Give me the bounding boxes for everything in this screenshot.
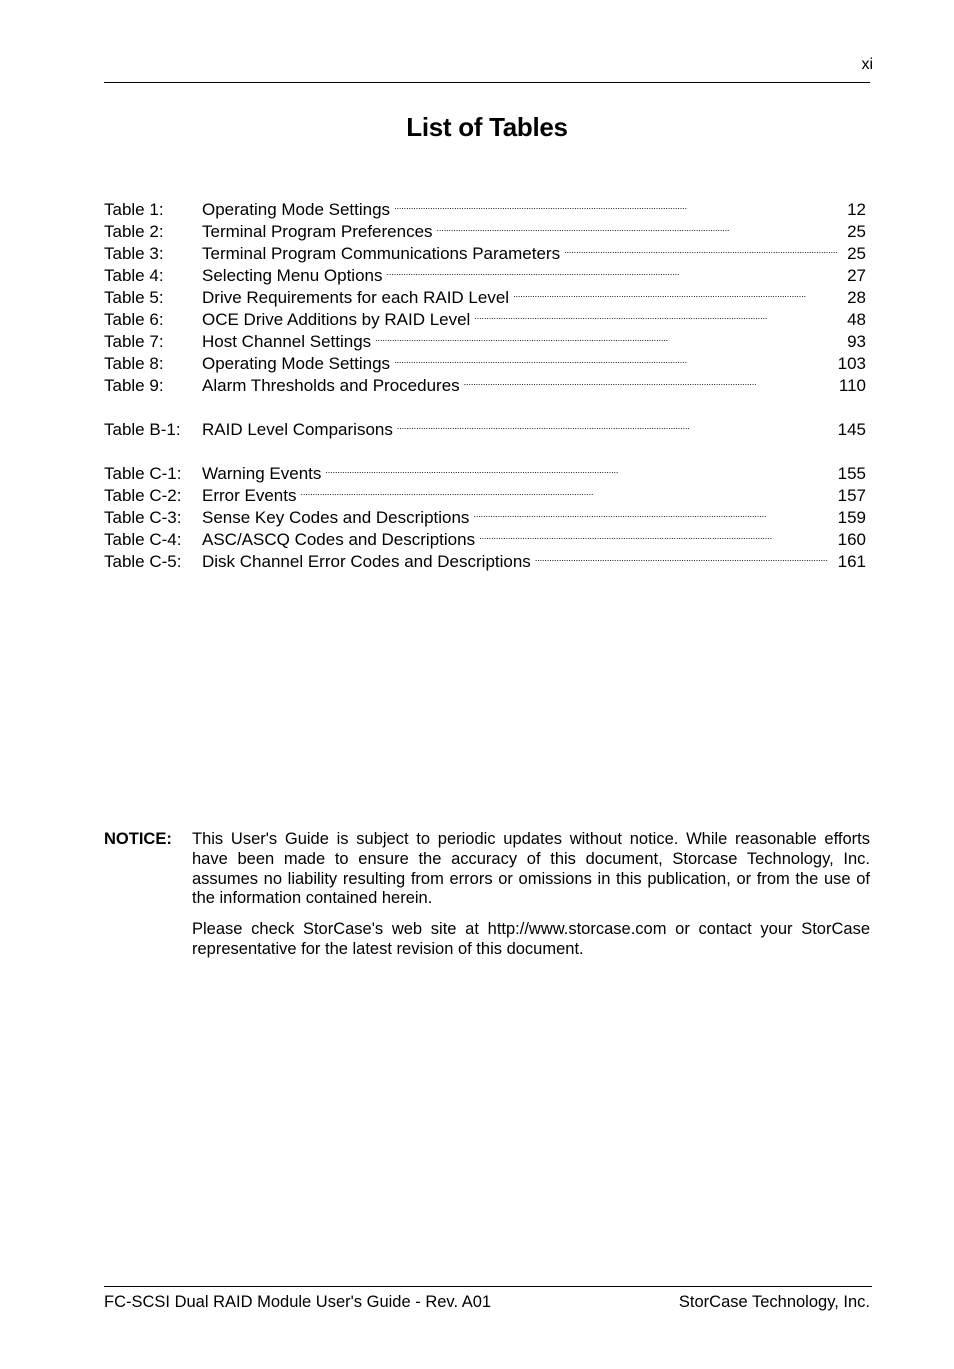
- toc-group-appendix-b: [104, 413, 866, 439]
- dot-leader: [479, 523, 832, 545]
- header-rule: [104, 82, 870, 83]
- dot-leader: [325, 457, 831, 479]
- dot-leader: [387, 259, 839, 281]
- toc-entry-label: Table 9:: [104, 376, 164, 395]
- toc-entry-title: Terminal Program Preferences: [202, 222, 433, 241]
- toc-entry-page: 157: [837, 486, 866, 505]
- toc-group-main: [104, 193, 866, 395]
- toc-entry-page: 159: [837, 508, 866, 527]
- toc-entry-page: 110: [838, 376, 866, 395]
- toc-entry-label: Table 1:: [104, 200, 164, 219]
- toc-entry-label: Table 6:: [104, 310, 164, 329]
- toc-entry-title: Operating Mode Settings: [202, 354, 391, 373]
- toc-entry-label: Table C-3:: [104, 508, 182, 527]
- toc-entry[interactable]: [104, 193, 866, 219]
- dot-leader: [397, 413, 832, 435]
- dot-leader: [513, 281, 838, 303]
- table-of-tables: [104, 193, 866, 589]
- toc-entry-label: Table 2:: [104, 222, 164, 241]
- page-footer: [104, 1293, 870, 1312]
- toc-entry-title: Alarm Thresholds and Procedures: [202, 376, 460, 395]
- toc-entry-label: Table C-1:: [104, 464, 182, 483]
- dot-leader: [437, 215, 838, 237]
- toc-entry-page: 161: [837, 552, 866, 571]
- toc-entry-page: 103: [837, 354, 866, 373]
- toc-entry-label: Table 8:: [104, 354, 164, 373]
- notice-block: [104, 830, 870, 971]
- toc-entry-page: 145: [837, 420, 866, 439]
- toc-entry-label: Table 5:: [104, 288, 164, 307]
- toc-entry-title: Operating Mode Settings: [202, 200, 391, 219]
- toc-entry-page: 25: [847, 222, 866, 241]
- dot-leader: [300, 479, 831, 501]
- toc-entry-label: Table C-4:: [104, 530, 182, 549]
- toc-entry-title: Disk Channel Error Codes and Descriptions: [202, 552, 531, 571]
- toc-entry-label: Table 3:: [104, 244, 164, 263]
- dot-leader: [464, 369, 833, 391]
- dot-leader: [474, 303, 838, 325]
- page-title: List of Tables: [406, 112, 568, 142]
- toc-entry-page: 155: [837, 464, 866, 483]
- footer-document-title: FC-SCSI Dual RAID Module User's Guide - Rev. A01: [104, 1293, 492, 1311]
- toc-entry-title: Host Channel Settings: [202, 332, 372, 351]
- dot-leader: [375, 325, 838, 347]
- toc-entry-label: Table 7:: [104, 332, 164, 351]
- toc-entry-label: Table C-5:: [104, 552, 182, 571]
- notice-label: NOTICE:: [104, 830, 172, 848]
- toc-entry[interactable]: [104, 457, 866, 483]
- footer-company: StorCase Technology, Inc.: [678, 1293, 870, 1311]
- toc-entry-title: RAID Level Comparisons: [202, 420, 393, 439]
- toc-entry-label: Table B-1:: [104, 420, 181, 439]
- toc-entry-title: OCE Drive Additions by RAID Level: [202, 310, 471, 329]
- toc-group-appendix-c: [104, 457, 866, 571]
- toc-entry-title: Error Events: [202, 486, 297, 505]
- toc-entry-label: Table C-2:: [104, 486, 182, 505]
- toc-entry[interactable]: [104, 413, 866, 439]
- notice-body: [192, 830, 870, 971]
- footer-rule: [104, 1286, 872, 1287]
- toc-entry-label: Table 4:: [104, 266, 164, 285]
- toc-entry-title: Selecting Menu Options: [202, 266, 383, 285]
- dot-leader: [564, 237, 838, 259]
- dot-leader: [394, 193, 838, 215]
- toc-entry-title: Terminal Program Communications Parameters: [202, 244, 561, 263]
- toc-entry-page: 160: [837, 530, 866, 549]
- notice-paragraph: This User's Guide is subject to periodic updates without notice. While reasonable efforts have been made to ensure the accuracy of this document, Storcase Technology, Inc. assumes no liability resulting from errors or omissions in this publication, or from the use of the information contained herein.: [192, 830, 870, 908]
- dot-leader: [473, 501, 831, 523]
- toc-entry-page: 28: [847, 288, 866, 307]
- dot-leader: [394, 347, 832, 369]
- notice-paragraph: Please check StorCase's web site at http://www.storcase.com or contact your StorCase representative for the latest revision of this document.: [192, 920, 870, 958]
- toc-entry-page: 48: [847, 310, 866, 329]
- toc-entry-title: Sense Key Codes and Descriptions: [202, 508, 470, 527]
- toc-entry-page: 27: [847, 266, 866, 285]
- toc-entry-page: 93: [847, 332, 866, 351]
- page-number: xi: [861, 56, 873, 73]
- toc-entry-page: 12: [847, 200, 866, 219]
- toc-entry-title: ASC/ASCQ Codes and Descriptions: [202, 530, 476, 549]
- toc-entry-page: 25: [847, 244, 866, 263]
- dot-leader: [535, 545, 832, 567]
- toc-entry-title: Warning Events: [202, 464, 322, 483]
- toc-entry-title: Drive Requirements for each RAID Level: [202, 288, 510, 307]
